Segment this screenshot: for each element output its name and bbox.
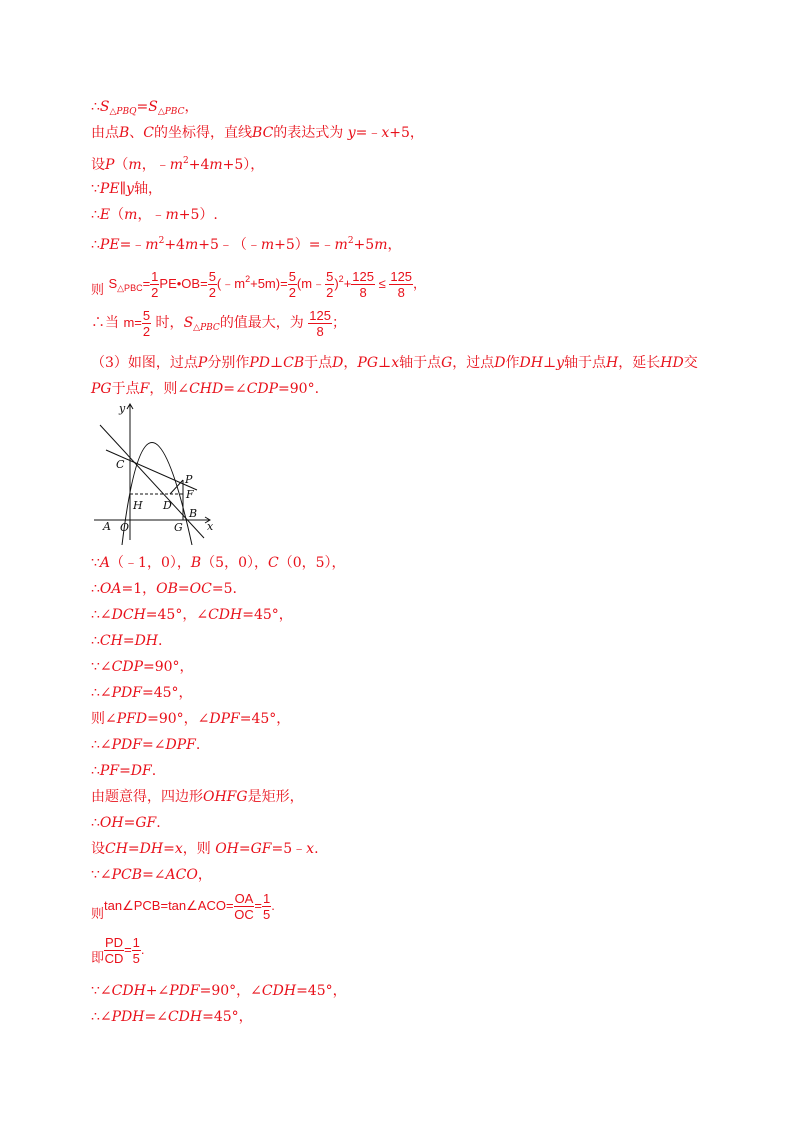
text-line-19: ∴PF=DF. [91,763,157,779]
text-line-16: ∴∠PDF=45°， [91,685,193,701]
label-d: D [163,499,172,512]
text-line-22: 设CH=DH=x，则 OH=GF=5﹣x. [91,841,319,857]
text-line-17: 则∠PFD=90°，∠DPF=45°， [91,711,291,727]
label-y: y [119,402,126,415]
ratio-line: 即 $\frac{PD}{CD}$ = $\frac{1}{5}$ . [91,934,145,966]
text-line-20: 由题意得，四边形OHFG是矩形， [91,789,304,805]
text-line-23: ∵∠PCB=∠ACO， [91,867,212,883]
label-f: F [186,488,194,501]
text-line-18: ∴∠PDF=∠DPF. [91,737,201,753]
text-line-5: ∴E（m，﹣m+5）. [91,207,218,223]
text-line-1: $\therefore S_{\triangle PBQ}=S_{\triangle PBC}$， [91,99,199,117]
label-o: O [120,521,130,534]
label-p: P [185,473,193,486]
label-b: B [189,507,198,520]
text-line-3: 设P（m，$﹣m^2+4m+5$）， [91,156,265,173]
tan-line: 则tan∠PCB=tan∠ACO= $\frac{OA}{OC}$ = $\frac{1}{5}$ . [91,890,275,922]
text-line-26: ∵∠CDH+∠PDF=90°，∠CDH=45°， [91,983,347,999]
text-line-9: （3）如图，过点P分别作PD⊥CB于点D，PG⊥x轴于点G，过点D作DH⊥y轴于点H，延长HD交 [91,355,698,371]
max-value-line: ∴当 m= $\frac{5}{2}$ 时，$S_{\triangle PBC}$的值最大，为 $\frac{125}{8}$ ； [91,307,346,339]
label-c: C [116,458,125,471]
text-line-4: ∵PE∥y轴， [91,181,162,197]
label-g: G [174,521,183,534]
text-line-12: ∴OA=1，OB=OC=5. [91,581,237,597]
parabola-figure [92,400,222,545]
text-line-14: ∴CH=DH. [91,633,163,649]
text-line-21: ∴OH=GF. [91,815,161,831]
text-line-27: ∴∠PDH=∠CDH=45°， [91,1009,253,1025]
label-x: x [207,520,214,533]
text-line-2: 由点B、C的坐标得，直线BC的表达式为 y=﹣x+5， [91,125,424,141]
segment-pd [170,480,183,494]
text-line-13: ∴∠DCH=45°，∠CDH=45°， [91,607,293,623]
label-a: A [103,520,111,533]
text-line-11: ∵A（﹣1，0），B（5，0），C（0，5）， [91,555,346,571]
label-h: H [133,499,143,512]
text-line-15: ∵∠CDP=90°， [91,659,194,675]
text-line-6: $\therefore PE=﹣m^2+4m+5﹣(﹣m+5)=﹣m^2+5m$， [91,236,402,253]
area-formula-line: 则 $S_{\triangle PBC}=$ $\frac{1}{2}$ PE•OB= $\frac{5}{2}$ $(﹣m^2+5m)=$ $\frac{5}{2}$ (m﹣ $\frac{5}{2}$ )$^2$+ $\frac{125}{8}$ ≤ $\frac{125}{8}$ ， [91,268,427,300]
text-line-10: PG于点F，则∠CHD=∠CDP=90°. [91,381,320,397]
